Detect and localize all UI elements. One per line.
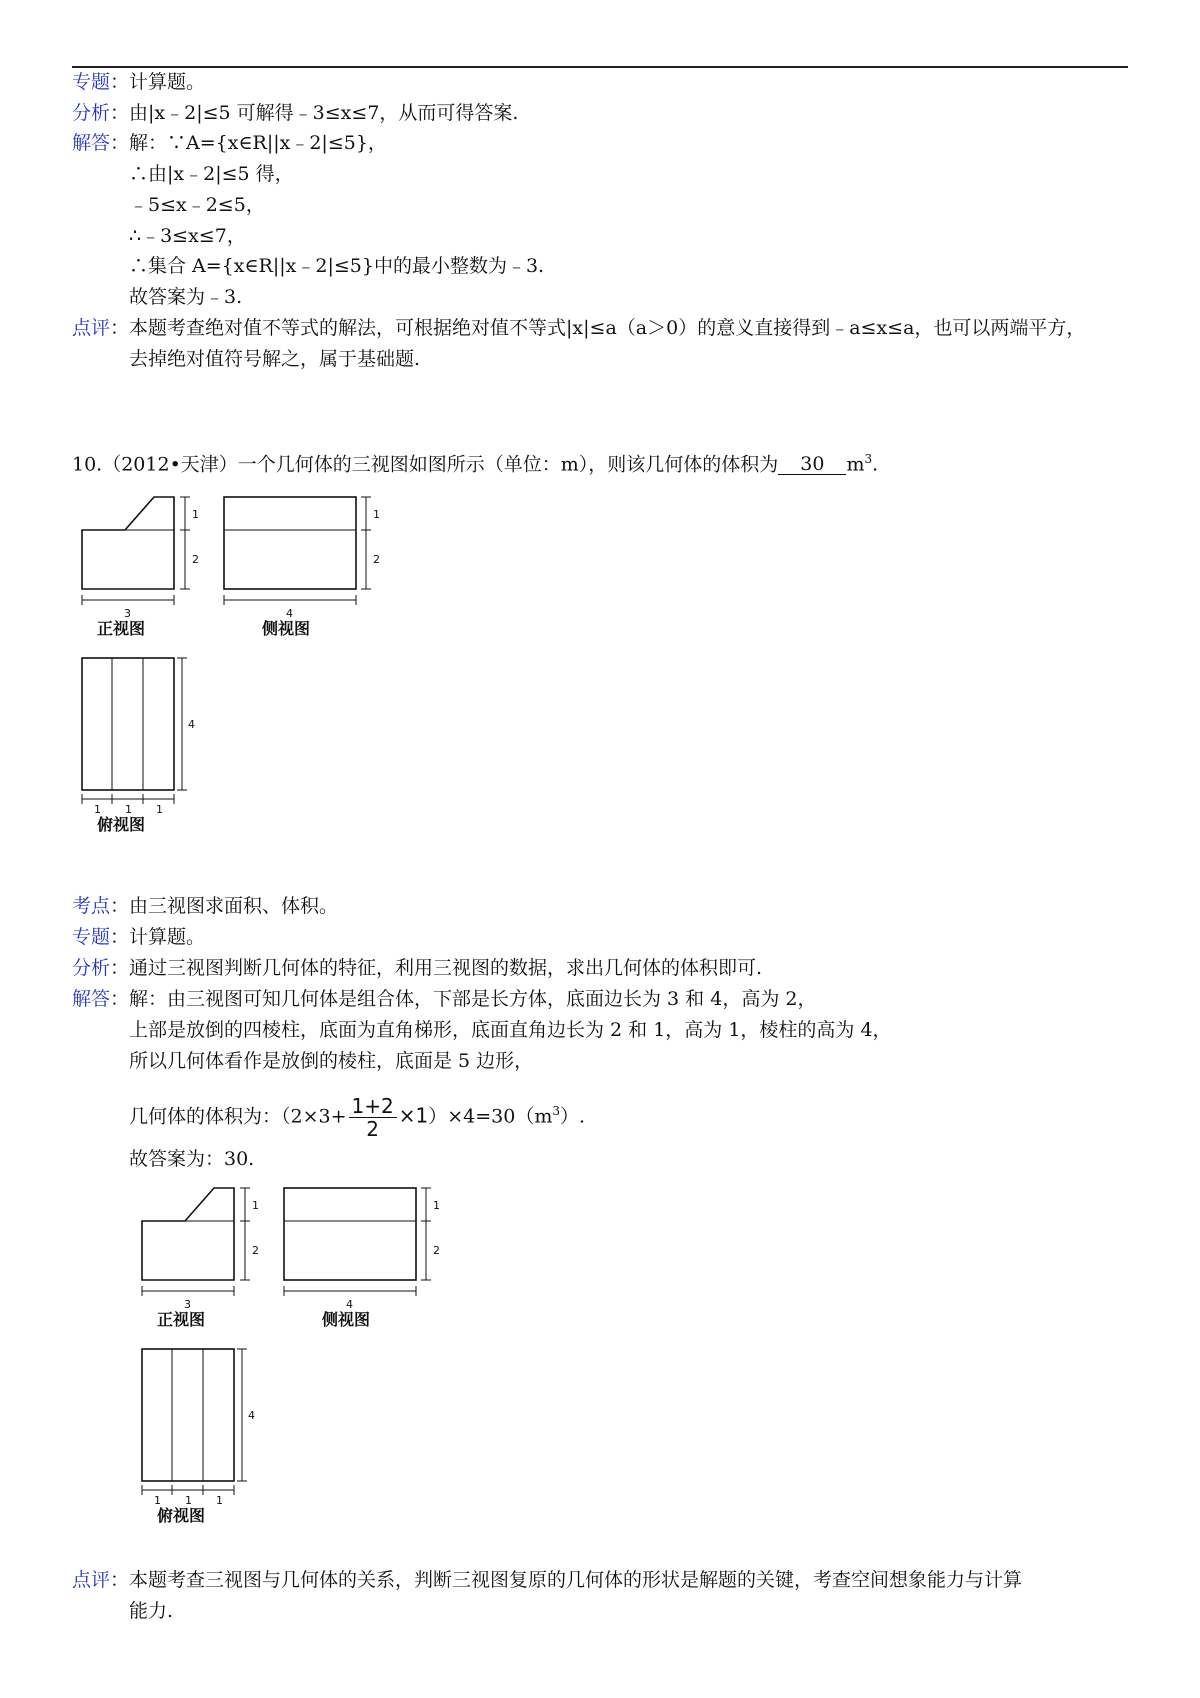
- prev-solution-line: 故答案为﹣3.: [129, 286, 243, 308]
- front-view: [142, 1188, 250, 1296]
- top-depth-label: 4: [188, 718, 195, 731]
- topic-label: 专题: [72, 71, 111, 93]
- top-view: [142, 1349, 247, 1495]
- side-height-lower-label: 2: [373, 553, 380, 566]
- top-seg-label: 1: [156, 803, 163, 816]
- side-view: [224, 497, 371, 605]
- prev-solution-line: ∴由|x﹣2|≤5 得，: [129, 163, 294, 185]
- top-view-label: 俯视图: [97, 815, 146, 834]
- front-height-lower-label: 2: [252, 1244, 259, 1257]
- top-depth-label: 4: [248, 1409, 255, 1422]
- volume-formula: 几何体的体积为：（2×3+ $\frac{1+2}{2}$ $\times 1)\times 4=30(m^3)$.: [129, 1093, 586, 1141]
- side-width-label: 4: [346, 1298, 353, 1311]
- prev-comment: 点评：本题考查绝对值不等式的解法，可根据绝对值不等式|x|≤a（a＞0）的意义直接得到﹣a≤x≤a，也可以两端平方，: [72, 317, 1086, 339]
- prev-solution-line: ∴集合 A={x∈R||x﹣2|≤5}中的最小整数为﹣3.: [129, 255, 545, 277]
- side-view-label: 侧视图: [262, 619, 311, 638]
- answer-line: 故答案为：30.: [129, 1148, 255, 1170]
- sol-topic: 专题：计算题。: [72, 926, 206, 948]
- prev-solution-line: 解答：解：∵A={x∈R||x﹣2|≤5}，: [72, 132, 387, 154]
- front-view: [82, 497, 190, 605]
- sol-comment-line: 能力.: [129, 1600, 174, 1622]
- prev-analysis: 分析：由|x﹣2|≤5 可解得﹣3≤x≤7，从而可得答案.: [72, 102, 519, 124]
- top-view-label: 俯视图: [157, 1506, 206, 1525]
- analysis-label: 分析: [72, 957, 111, 979]
- prev-comment-line: 去掉绝对值符号解之，属于基础题.: [129, 348, 421, 370]
- sol-point: 考点：由三视图求面积、体积。: [72, 895, 339, 917]
- solution-label: 解答: [72, 988, 111, 1010]
- topic-label: 专题: [72, 926, 111, 948]
- top-seg-label: 1: [216, 1494, 223, 1507]
- top-seg-label: 1: [94, 803, 101, 816]
- comment-label: 点评: [72, 1569, 111, 1591]
- side-view-label: 侧视图: [322, 1310, 371, 1329]
- side-height-upper-label: 1: [373, 508, 380, 521]
- sol-comment: 点评：本题考查三视图与几何体的关系，判断三视图复原的几何体的形状是解题的关键，考查空间想象能力与计算: [72, 1569, 1023, 1591]
- front-width-label: 3: [184, 1298, 191, 1311]
- top-rule: [72, 66, 1128, 68]
- side-width-label: 4: [286, 607, 293, 620]
- front-view-label: 正视图: [97, 619, 146, 638]
- fraction: $\frac{1+2}{2}$: [349, 1095, 397, 1140]
- front-height-lower-label: 2: [192, 553, 199, 566]
- front-view-label: 正视图: [157, 1310, 206, 1329]
- prev-solution-line: ∴﹣3≤x≤7，: [129, 225, 246, 247]
- prev-topic: 专题：计算题。: [72, 71, 206, 93]
- front-height-upper-label: 1: [252, 1199, 259, 1212]
- prev-solution-line: ﹣5≤x﹣2≤5，: [129, 194, 265, 216]
- solution-label: 解答: [72, 132, 111, 154]
- sol-analysis: 分析：通过三视图判断几何体的特征，利用三视图的数据，求出几何体的体积即可.: [72, 957, 763, 979]
- point-label: 考点: [72, 895, 111, 917]
- top-seg-label: 1: [125, 803, 132, 816]
- analysis-label: 分析: [72, 102, 111, 124]
- three-view-figure-solution: [132, 1186, 452, 1531]
- comment-label: 点评: [72, 317, 111, 339]
- side-height-upper-label: 1: [433, 1199, 440, 1212]
- front-height-upper-label: 1: [192, 508, 199, 521]
- answer-blank: 30: [778, 454, 846, 475]
- sol-solution: 解答：解：由三视图可知几何体是组合体，下部是长方体，底面边长为 3 和 4，高为 2，: [72, 988, 817, 1010]
- three-view-figure: [72, 495, 392, 840]
- top-view: [82, 658, 187, 804]
- question-10-stem: 10.（2012•天津）一个几何体的三视图如图所示（单位：m），则该几何体的体积为 30 $m^3$.: [72, 452, 879, 476]
- side-height-lower-label: 2: [433, 1244, 440, 1257]
- sol-solution-line: 上部是放倒的四棱柱，底面为直角梯形，底面直角边长为 2 和 1，高为 1，棱柱的高为 4，: [129, 1019, 892, 1041]
- top-seg-label: 1: [185, 1494, 192, 1507]
- sol-solution-line: 所以几何体看作是放倒的棱柱，底面是 5 边形，: [129, 1050, 534, 1072]
- side-view: [284, 1188, 431, 1296]
- top-seg-label: 1: [154, 1494, 161, 1507]
- front-width-label: 3: [124, 607, 131, 620]
